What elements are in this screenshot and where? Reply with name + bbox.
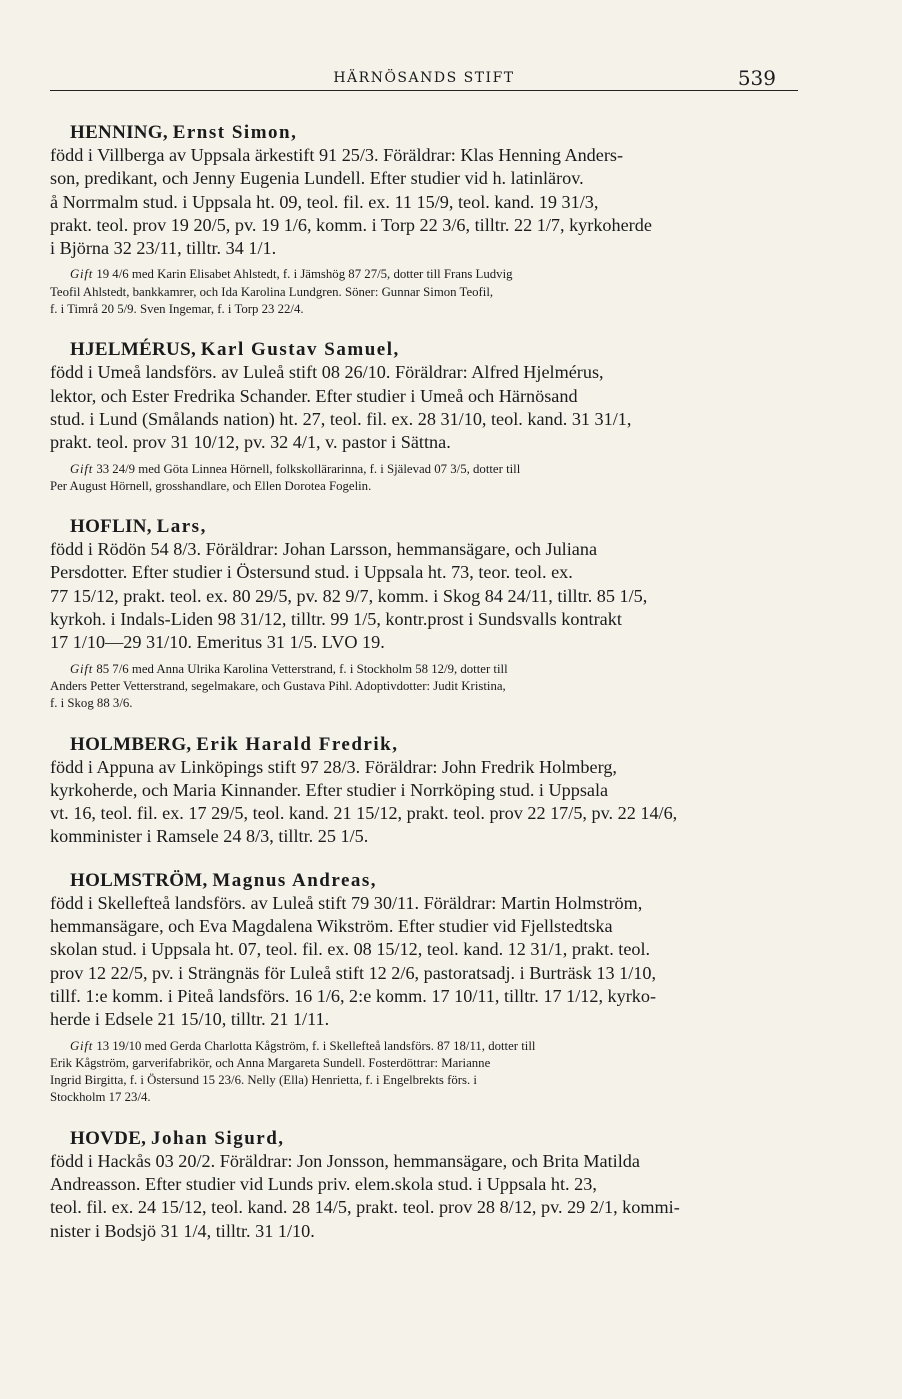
- running-head: [50, 56, 798, 91]
- body-line: 17 1/10—29 31/10. Emeritus 31 1/5. LVO 19.: [50, 632, 385, 653]
- entry-body: [50, 892, 798, 1032]
- family-line: f. i Timrå 20 5/9. Sven Ingemar, f. i Torp 23 22/4.: [50, 302, 304, 317]
- family-lead: Gift: [70, 1038, 94, 1053]
- body-line: Andreasson. Efter studier vid Lunds priv. elem.skola stud. i Uppsala ht. 23,: [50, 1173, 597, 1194]
- family-line: Erik Kågström, garverifabrikör, och Anna Margareta Sundell. Fosterdöttrar: Marianne: [50, 1055, 491, 1070]
- body-line: vt. 16, teol. fil. ex. 17 29/5, teol. kand. 21 15/12, prakt. teol. prov 22 17/5, pv. 22 14/6,: [50, 803, 678, 824]
- entry-body: [50, 756, 798, 849]
- entry-given-names: Ernst Simon,: [172, 122, 298, 143]
- entry-body: [50, 144, 798, 260]
- entry-heading: [50, 733, 798, 756]
- body-line: hemmansägare, och Eva Magdalena Wikström. Efter studier vid Fjellstedtska: [50, 916, 613, 937]
- entry-given-names: Karl Gustav Samuel,: [200, 339, 400, 361]
- body-line: son, predikant, och Jenny Eugenia Lundell. Efter studier vid h. latinlärov.: [50, 168, 584, 189]
- family-line-text: 85 7/6 med Anna Ulrika Karolina Vetterstrand, f. i Stockholm 58 12/9, dotter till: [96, 661, 508, 676]
- family-line: [50, 1038, 798, 1055]
- family-line-text: 13 19/10 med Gerda Charlotta Kågström, f. i Skellefteå landsförs. 87 18/11, dotter till: [96, 1038, 536, 1053]
- entry-given-names: Johan Sigurd,: [150, 1127, 285, 1149]
- body-line: skolan stud. i Uppsala ht. 07, teol. fil. ex. 08 15/12, teol. kand. 12 31/1, prakt. teol.: [50, 939, 651, 960]
- body-line: Persdotter. Efter studier i Östersund stud. i Uppsala ht. 73, teor. teol. ex.: [50, 562, 573, 583]
- body-line: komminister i Ramsele 24 8/3, tilltr. 25 1/5.: [50, 826, 369, 847]
- family-line: f. i Skog 88 3/6.: [50, 696, 133, 711]
- entry-family: [50, 266, 798, 318]
- entry-heading: [50, 338, 798, 361]
- page-number: 539: [737, 66, 776, 90]
- entry-heading: [50, 1127, 798, 1150]
- body-line: stud. i Lund (Smålands nation) ht. 27, teol. fil. ex. 28 31/10, teol. kand. 31 31/1,: [50, 408, 632, 429]
- entry-given-names: Lars,: [156, 516, 207, 538]
- body-line: herde i Edsele 21 15/10, tilltr. 21 1/11.: [50, 1009, 330, 1030]
- family-line: [50, 266, 798, 283]
- entry-body: [50, 1150, 798, 1243]
- family-line: Teofil Ahlstedt, bankkamrer, och Ida Karolina Lundgren. Söner: Gunnar Simon Teofil,: [50, 284, 494, 299]
- biography-entry: [50, 515, 798, 712]
- family-line: [50, 461, 798, 478]
- body-line: född i Appuna av Linköpings stift 97 28/3. Föräldrar: John Fredrik Holmberg,: [50, 756, 617, 777]
- family-line: Anders Petter Vetterstrand, segelmakare, och Gustava Pihl. Adoptivdotter: Judit Kristina,: [50, 678, 506, 693]
- biography-entry: [50, 121, 798, 318]
- entry-given-names: Magnus Andreas,: [212, 869, 378, 891]
- entry-surname: HOLMBERG,: [70, 733, 192, 755]
- entry-surname: HOLMSTRÖM,: [70, 869, 208, 891]
- entry-list: [50, 121, 798, 1243]
- body-line: född i Rödön 54 8/3. Föräldrar: Johan Larsson, hemmansägare, och Juliana: [50, 539, 598, 560]
- entry-family: [50, 461, 798, 496]
- body-line: prakt. teol. prov 31 10/12, pv. 32 4/1, v. pastor i Sättna.: [50, 432, 451, 453]
- family-lead: Gift: [70, 661, 94, 676]
- running-title: HÄRNÖSANDS STIFT: [333, 70, 515, 86]
- body-line: å Norrmalm stud. i Uppsala ht. 09, teol. fil. ex. 11 15/9, teol. kand. 19 31/3,: [50, 191, 599, 212]
- body-line: född i Villberga av Uppsala ärkestift 91 25/3. Föräldrar: Klas Henning Anders-: [50, 145, 624, 165]
- entry-body: [50, 538, 798, 654]
- family-line-text: 33 24/9 med Göta Linnea Hörnell, folkskollärarinna, f. i Själevad 07 3/5, dotter till: [96, 461, 521, 476]
- entry-surname: HJELMÉRUS,: [70, 339, 196, 361]
- biography-entry: [50, 733, 798, 849]
- entry-surname: HOVDE,: [70, 1127, 147, 1149]
- family-line-text: 19 4/6 med Karin Elisabet Ahlstedt, f. i Jämshög 87 27/5, dotter till Frans Ludvig: [96, 267, 513, 282]
- entry-heading: [50, 869, 798, 892]
- body-line: kyrkoh. i Indals-Liden 98 31/12, tilltr. 99 1/5, kontr.prost i Sundsvalls kontrakt: [50, 609, 622, 630]
- body-line: teol. fil. ex. 24 15/12, teol. kand. 28 14/5, prakt. teol. prov 28 8/12, pv. 29 2/1, kommi-: [50, 1197, 680, 1218]
- entry-heading: [50, 515, 798, 538]
- family-lead: Gift: [70, 267, 94, 282]
- entry-body: [50, 361, 798, 454]
- entry-given-names: Erik Harald Fredrik,: [196, 733, 399, 755]
- body-line: prov 12 22/5, pv. i Strängnäs för Luleå stift 12 2/6, pastoratsadj. i Burträsk 13 1/10,: [50, 962, 656, 983]
- body-line: nister i Bodsjö 31 1/4, tilltr. 31 1/10.: [50, 1220, 315, 1241]
- body-line: 77 15/12, prakt. teol. ex. 80 29/5, pv. 82 9/7, komm. i Skog 84 24/11, tilltr. 85 1/5,: [50, 585, 648, 606]
- body-line: i Björna 32 23/11, tilltr. 34 1/1.: [50, 238, 277, 259]
- family-line: Ingrid Birgitta, f. i Östersund 15 23/6. Nelly (Ella) Henrietta, f. i Engelbrekts förs. i: [50, 1073, 477, 1088]
- body-line: född i Umeå landsförs. av Luleå stift 08 26/10. Föräldrar: Alfred Hjelmérus,: [50, 362, 604, 383]
- biography-entry: [50, 869, 798, 1107]
- family-lead: Gift: [70, 461, 94, 476]
- book-page: [50, 56, 798, 1243]
- entry-surname: HOFLIN,: [70, 516, 152, 538]
- family-line: Per August Hörnell, grosshandlare, och Ellen Dorotea Fogelin.: [50, 478, 372, 493]
- family-line: [50, 661, 798, 678]
- body-line: prakt. teol. prov 19 20/5, pv. 19 1/6, komm. i Torp 22 3/6, tilltr. 22 1/7, kyrkoherde: [50, 214, 652, 235]
- biography-entry: [50, 1127, 798, 1243]
- body-line: kyrkoherde, och Maria Kinnander. Efter studier i Norrköping stud. i Uppsala: [50, 779, 609, 800]
- entry-heading: [50, 121, 798, 144]
- entry-surname: HENNING,: [70, 122, 168, 143]
- body-line: född i Skellefteå landsförs. av Luleå stift 79 30/11. Föräldrar: Martin Holmström,: [50, 892, 643, 913]
- entry-family: [50, 661, 798, 713]
- body-line: lektor, och Ester Fredrika Schander. Efter studier i Umeå och Härnösand: [50, 385, 578, 406]
- entry-family: [50, 1038, 798, 1107]
- family-line: Stockholm 17 23/4.: [50, 1090, 151, 1105]
- biography-entry: [50, 338, 798, 495]
- body-line: född i Hackås 03 20/2. Föräldrar: Jon Jonsson, hemmansägare, och Brita Matilda: [50, 1150, 640, 1171]
- body-line: tillf. 1:e komm. i Piteå landsförs. 16 1/6, 2:e komm. 17 10/11, tilltr. 17 1/12, kyrko-: [50, 985, 657, 1006]
